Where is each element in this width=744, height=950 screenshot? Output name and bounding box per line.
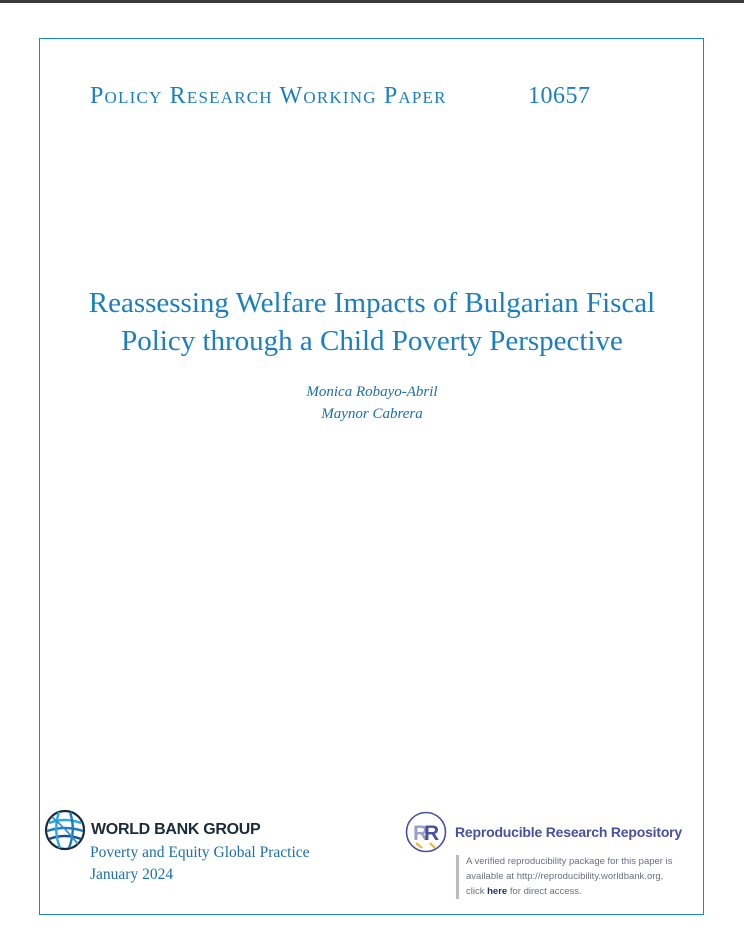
repository-note — [466, 854, 702, 899]
publication-date: January 2024 — [90, 866, 174, 883]
paper-title — [60, 284, 684, 360]
global-practice: Poverty and Equity Global Practice — [90, 844, 310, 861]
window-top-edge — [0, 0, 744, 3]
series-label: Policy Research Working Paper — [90, 83, 447, 109]
repository-note-line-2: available at http://reproducibility.worldbank.org, — [466, 871, 664, 882]
repository-note-line-1: A verified reproducibility package for this paper is — [466, 856, 673, 867]
author-list — [200, 381, 544, 425]
rrr-logo-icon — [404, 810, 448, 854]
svg-text:R: R — [424, 822, 440, 845]
repository-note-suffix: for direct access. — [507, 886, 582, 897]
repository-here-link[interactable]: here — [487, 886, 508, 897]
publisher-name: WORLD BANK GROUP — [91, 821, 261, 838]
svg-text:R: R — [413, 822, 429, 845]
world-bank-globe-icon — [43, 808, 87, 852]
repository-name: Reproducible Research Repository — [455, 824, 682, 840]
author-name: Maynor Cabrera — [321, 406, 423, 422]
cover-frame — [39, 38, 704, 915]
paper-number: 10657 — [528, 83, 591, 109]
author-name: Monica Robayo-Abril — [306, 384, 438, 400]
paper-title-line-2: Policy through a Child Poverty Perspective — [121, 325, 623, 357]
repository-note-prefix: click — [466, 886, 488, 897]
repository-note-bar — [456, 855, 459, 899]
paper-title-line-1: Reassessing Welfare Impacts of Bulgarian Fiscal — [88, 287, 656, 319]
